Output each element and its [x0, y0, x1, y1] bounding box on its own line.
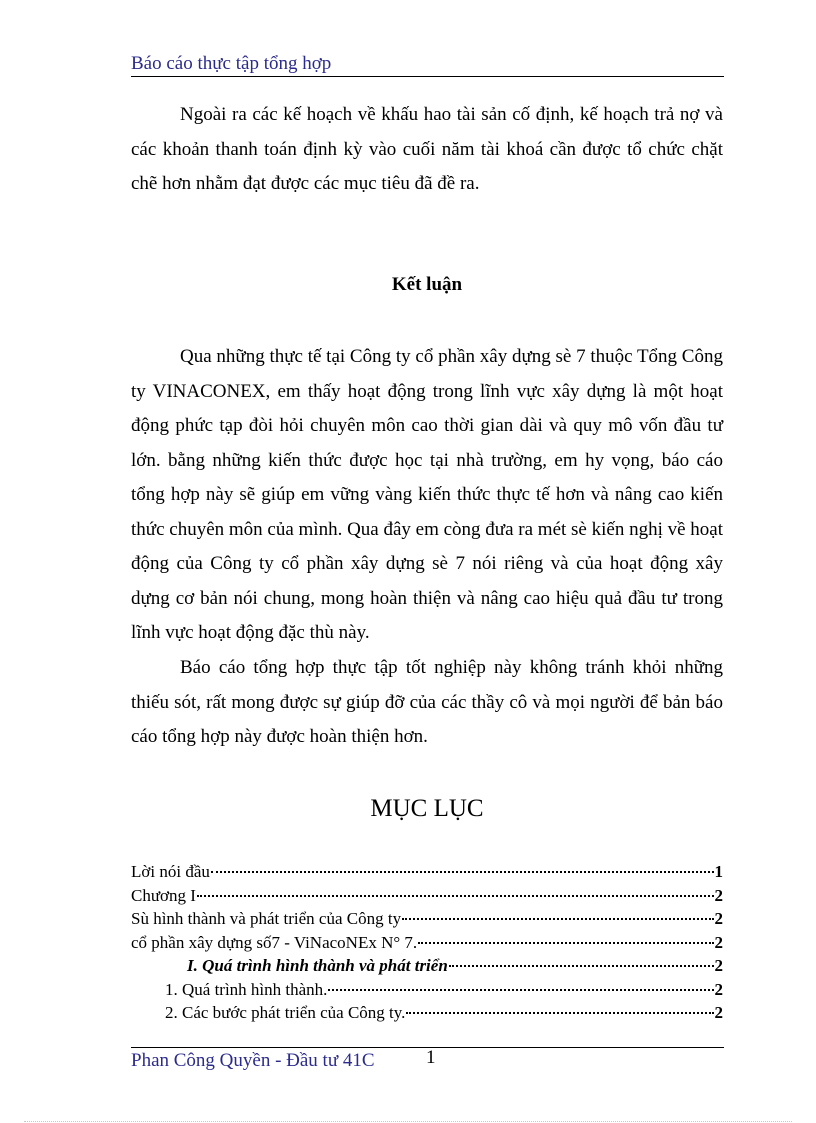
toc-entry-subsection[interactable]	[131, 980, 723, 1004]
toc-entry-page: 2	[714, 909, 723, 928]
toc-entry-page: 2	[714, 885, 723, 905]
toc-entry[interactable]	[131, 909, 723, 933]
toc-entry[interactable]	[131, 886, 723, 910]
footer-author: Phan Công Quyền - Đầu tư 41C	[131, 1050, 375, 1071]
toc-leader	[449, 965, 714, 967]
toc-leader	[328, 989, 713, 991]
page-edge-dotted-line	[24, 1121, 792, 1122]
toc-leader	[402, 918, 713, 920]
toc-leader	[418, 942, 713, 944]
toc-leader	[406, 1012, 713, 1014]
toc-entry-page: 2	[714, 1003, 723, 1022]
toc-entry-title: I. Quá trình hình thành và phát triển	[187, 956, 448, 975]
header-divider	[131, 76, 724, 77]
toc-entry-page: 2	[714, 956, 723, 975]
toc-leader	[197, 895, 714, 897]
toc-entry-page: 2	[714, 979, 723, 999]
running-header: Báo cáo thực tập tổng hợp	[131, 53, 332, 74]
toc-entry-title: 2. Các bước phát triển của Công ty.	[165, 1003, 406, 1022]
toc-entry-page: 2	[714, 932, 723, 952]
toc-entry[interactable]	[131, 862, 723, 886]
conclusion-heading: Kết luận	[391, 274, 463, 295]
toc-entry-title: Chương I	[131, 885, 196, 905]
paragraph-plans: Ngoài ra các kế hoạch về khấu hao tài sản cố định, kế hoạch trả nợ và các khoản thanh toán định kỳ vào cuối năm tài khoá cần được tổ chức chặt chẽ hơn nhằm đạt được các mục tiêu đã đề ra.	[131, 104, 723, 194]
toc-leader	[211, 871, 714, 873]
table-of-contents	[131, 862, 723, 1027]
paragraph-conclusion: Qua những thực tế tại Công ty cổ phần xây dựng sè 7 thuộc Tổng Công ty VINACONEX, em thấy hoạt động trong lĩnh vực xây dựng là một hoạt động phức tạp đòi hỏi chuyên môn cao thời gian dài và quy mô vốn đầu tư lớn. bằng những kiến thức được học tại nhà trường, em hy vọng, báo cáo tổng hợp này sẽ giúp em vững vàng kiến thức thực tế hơn và nâng cao kiến thức chuyên môn của mình. Qua đây em còng đưa ra mét sè kiến nghị về hoạt động của Công ty cổ phần xây dựng sè 7 nói riêng và của hoạt động xây dựng cơ bản nói chung, mong hoàn thiện và nâng cao hiệu quả đầu tư trong lĩnh vực hoạt động đặc thù này.	[131, 346, 724, 643]
toc-entry[interactable]	[131, 933, 723, 957]
toc-entry-title: cổ phần xây dựng số7 - ViNacoNEx N° 7.	[131, 932, 418, 952]
toc-entry-title: Sù hình thành và phát triển của Công ty	[131, 909, 402, 928]
toc-entry-subsection[interactable]	[131, 1003, 723, 1027]
paragraph-closing: Báo cáo tổng hợp thực tập tốt nghiệp này không tránh khỏi những thiếu sót, rất mong được sự giúp đỡ của các thầy cô và mọi người để bản báo cáo tổng hợp này được hoàn thiện hơn.	[131, 657, 723, 747]
toc-entry-title: Lời nói đầu	[131, 862, 210, 881]
toc-entry-title: 1. Quá trình hình thành.	[165, 979, 328, 999]
toc-entry-page: 1	[714, 862, 723, 881]
toc-heading: MỤC LỤC	[370, 795, 484, 822]
page-number: 1	[426, 1047, 436, 1068]
toc-entry-section[interactable]	[131, 956, 723, 980]
